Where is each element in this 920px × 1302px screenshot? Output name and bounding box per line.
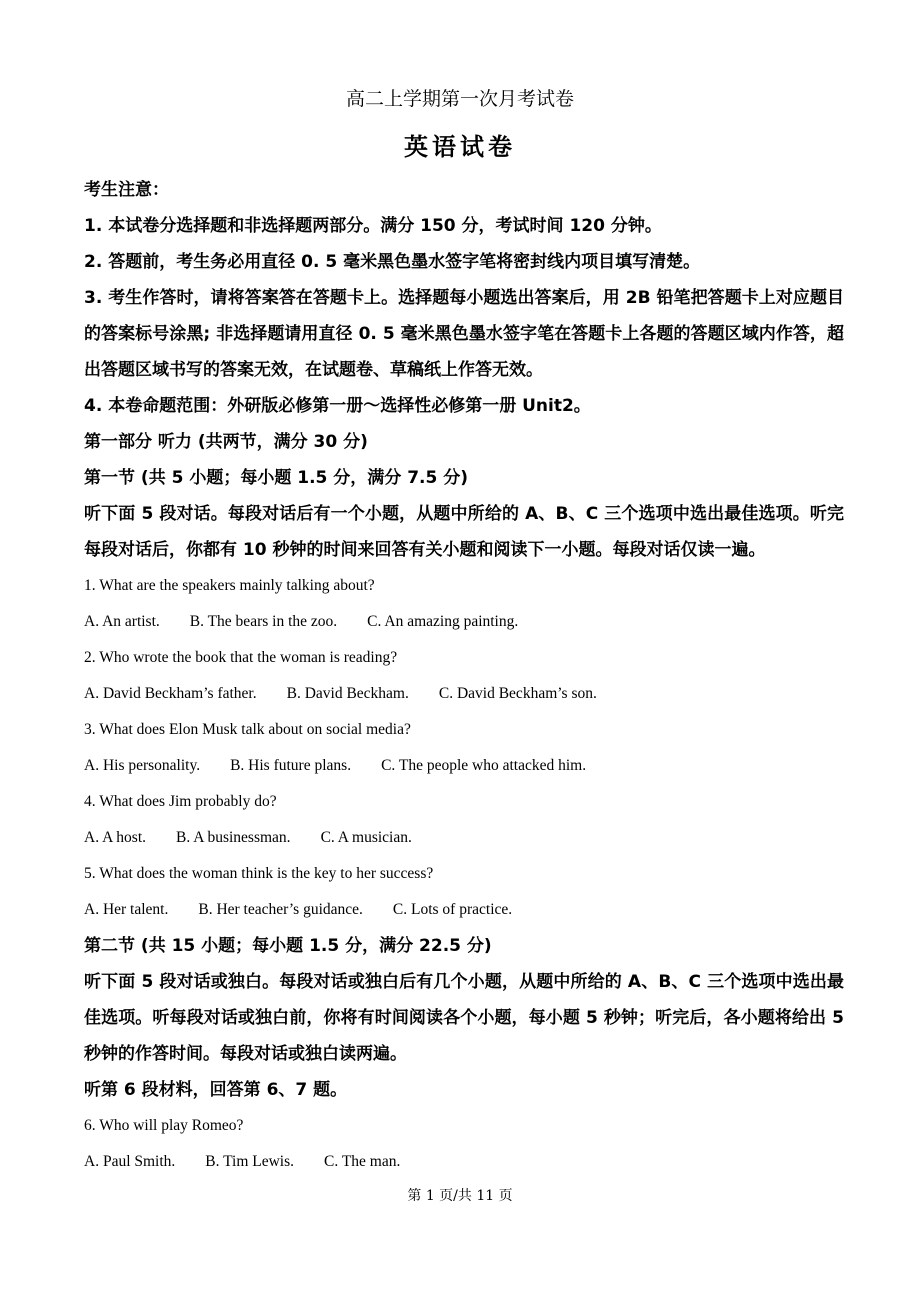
question-3: 3. What does Elon Musk talk about on social media?	[84, 721, 411, 738]
question-4: 4. What does Jim probably do?	[84, 793, 277, 810]
section1-heading: 第一节 (共 5 小题；每小题 1.5 分，满分 7.5 分)	[84, 468, 469, 488]
question-3-options	[84, 748, 844, 784]
question-3-option-b: B. His future plans.	[230, 757, 352, 774]
question-5-options	[84, 892, 844, 928]
question-5: 5. What does the woman think is the key to her success?	[84, 865, 434, 882]
question-2-option-a: A. David Beckham’s father.	[84, 685, 257, 702]
section2-heading: 第二节 (共 15 小题；每小题 1.5 分，满分 22.5 分)	[84, 936, 492, 956]
question-5-option-c: C. Lots of practice.	[392, 901, 513, 918]
question-6-options	[84, 1144, 844, 1180]
notice-item-2: 2. 答题前，考生务必用直径 0. 5 毫米黑色墨水签字笔将密封线内项目填写清楚。	[84, 252, 701, 272]
question-1: 1. What are the speakers mainly talking about?	[84, 577, 375, 594]
question-6-option-a: A. Paul Smith.	[84, 1153, 176, 1170]
exam-title: 英语试卷	[404, 133, 516, 161]
question-4-option-c: C. A musician.	[320, 829, 412, 846]
question-2: 2. Who wrote the book that the woman is reading?	[84, 649, 398, 666]
question-3-option-a: A. His personality.	[84, 757, 201, 774]
question-1-option-c: C. An amazing painting.	[367, 613, 519, 630]
notice-heading: 考生注意：	[84, 180, 169, 200]
question-4-options	[84, 820, 844, 856]
question-2-options	[84, 676, 844, 712]
exam-subtitle: 高二上学期第一次月考试卷	[345, 88, 574, 110]
question-4-option-a: A. A host.	[84, 829, 147, 846]
question-2-option-c: C. David Beckham’s son.	[438, 685, 597, 702]
material-6-heading: 听第 6 段材料，回答第 6、7 题。	[84, 1080, 348, 1100]
section2-instruction: 听下面 5 段对话或独白。每段对话或独白后有几个小题，从题中所给的 A、B、C 三个选项中选出最佳选项。听每段对话或独白前，你将有时间阅读各个小题，每小题 5 秒钟；听完后，各小题将给出 5 秒钟的作答时间。每段对话或独白读两遍。	[84, 972, 844, 1064]
question-4-option-b: B. A businessman.	[176, 829, 291, 846]
question-5-option-b: B. Her teacher’s guidance.	[198, 901, 363, 918]
part1-heading: 第一部分 听力 (共两节，满分 30 分)	[84, 432, 368, 452]
question-2-option-b: B. David Beckham.	[286, 685, 409, 702]
notice-item-1: 1. 本试卷分选择题和非选择题两部分。满分 150 分，考试时间 120 分钟。	[84, 216, 662, 236]
notice-item-3: 3. 考生作答时，请将答案答在答题卡上。选择题每小题选出答案后，用 2B 铅笔把答题卡上对应题目的答案标号涂黑; 非选择题请用直径 0. 5 毫米黑色墨水签字笔在答题卡上各题的答题区域内作答，超出答题区域书写的答案无效，在试题卷、草稿纸上作答无效。	[84, 288, 844, 380]
question-6: 6. Who will play Romeo?	[84, 1117, 244, 1134]
question-1-option-a: A. An artist.	[84, 613, 160, 630]
notice-item-4: 4. 本卷命题范围：外研版必修第一册～选择性必修第一册 Unit2。	[84, 396, 591, 416]
exam-content	[84, 172, 844, 1180]
question-6-option-c: C. The man.	[324, 1153, 401, 1170]
question-6-option-b: B. Tim Lewis.	[205, 1153, 295, 1170]
question-5-option-a: A. Her talent.	[84, 901, 169, 918]
section1-instruction: 听下面 5 段对话。每段对话后有一个小题，从题中所给的 A、B、C 三个选项中选出最佳选项。听完每段对话后，你都有 10 秒钟的时间来回答有关小题和阅读下一小题。每段对话仅读一遍。	[84, 504, 844, 560]
question-3-option-c: C. The people who attacked him.	[381, 757, 587, 774]
question-1-option-b: B. The bears in the zoo.	[189, 613, 338, 630]
question-1-options	[84, 604, 844, 640]
page-footer: 第 1 页/共 11 页	[407, 1188, 513, 1204]
